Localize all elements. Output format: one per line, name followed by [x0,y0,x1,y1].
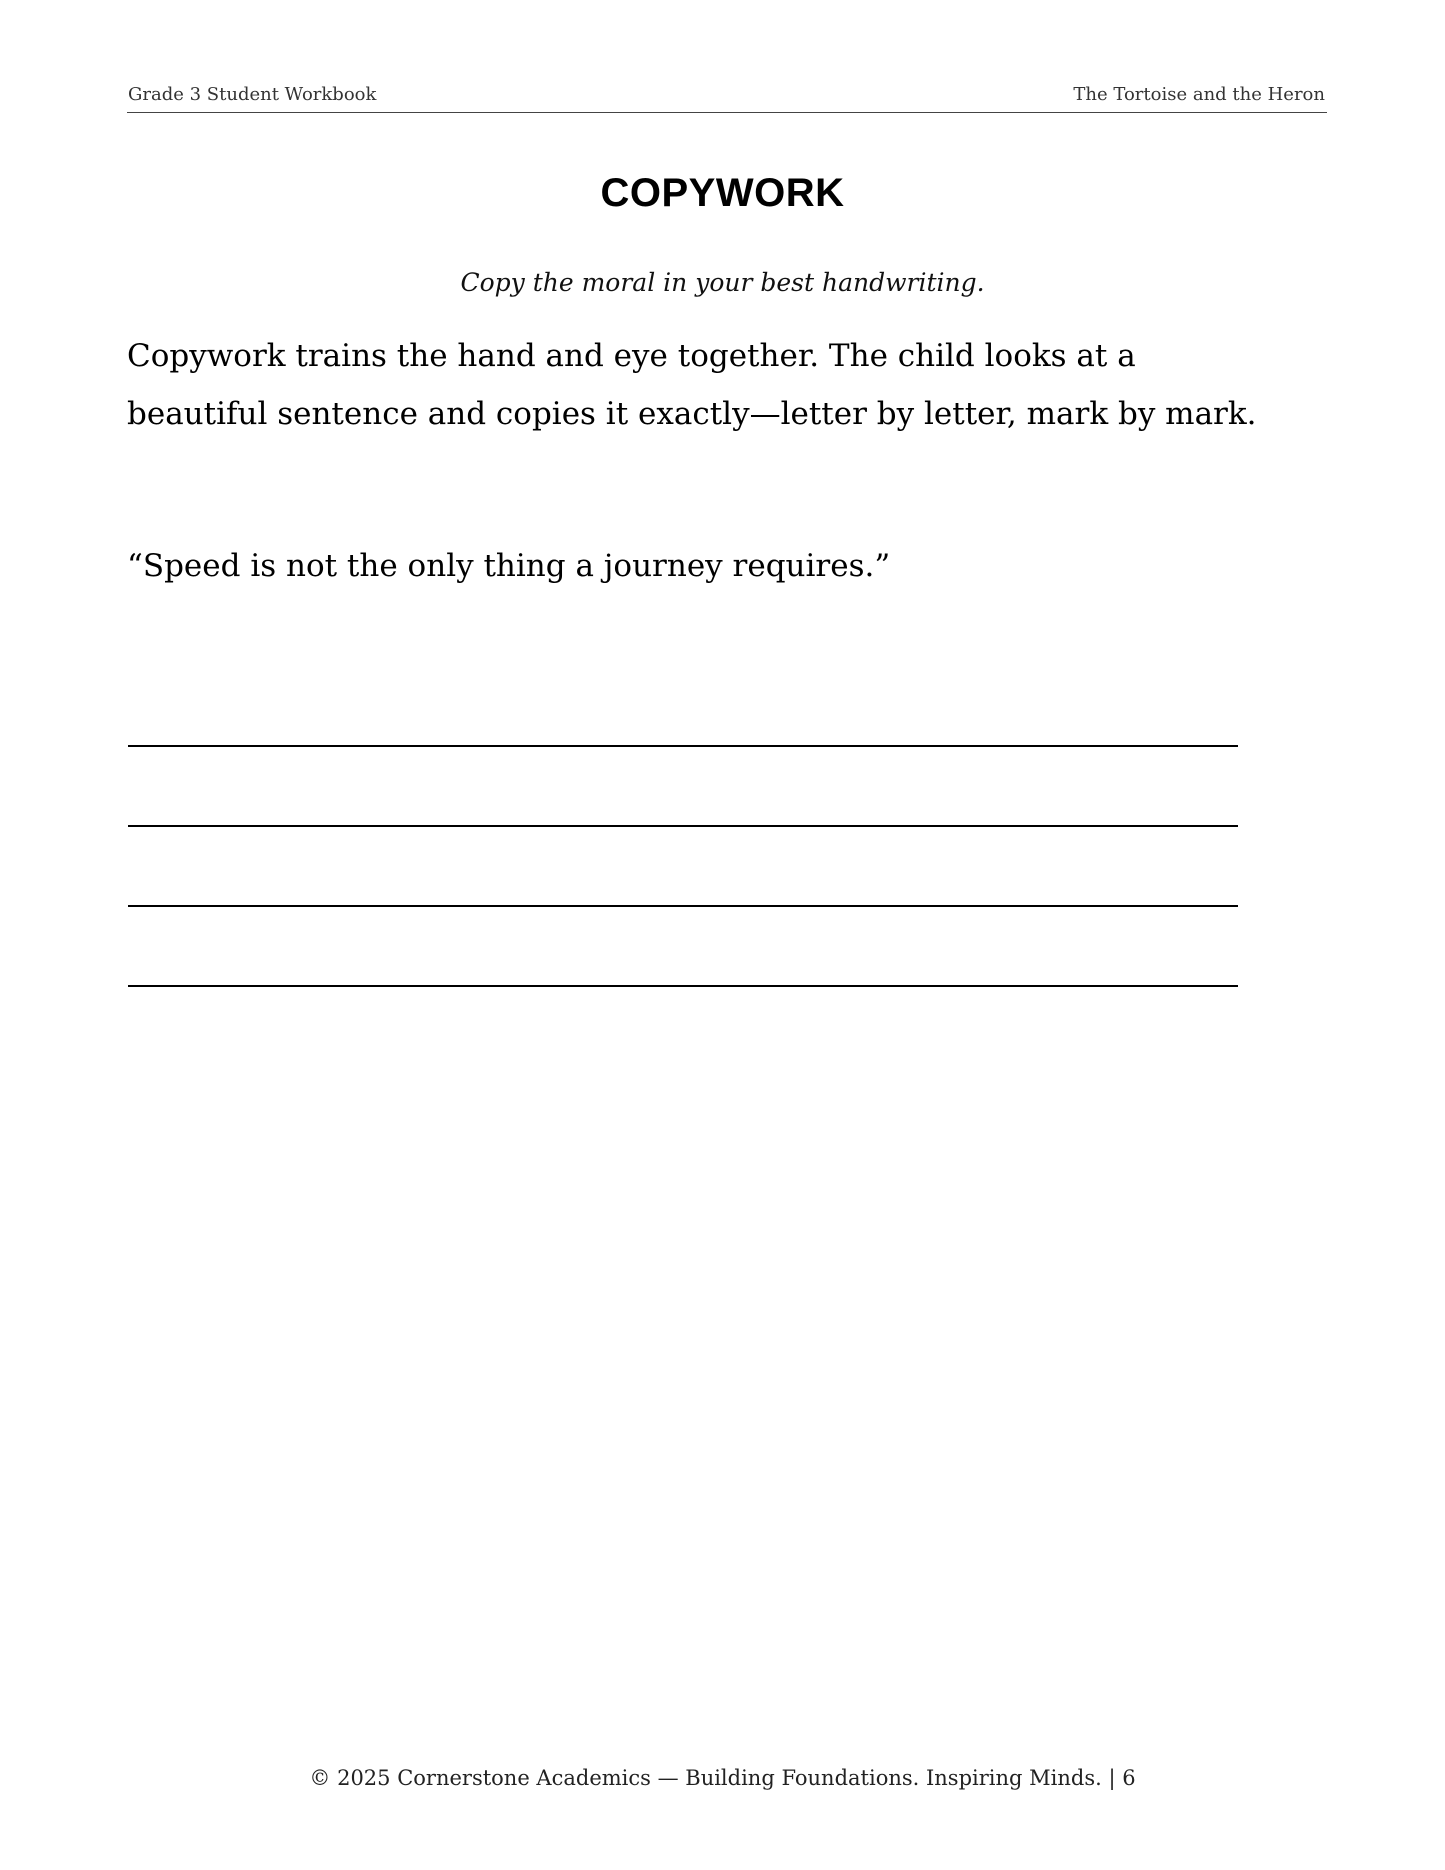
writing-line[interactable] [128,825,1238,827]
page-header [127,82,1327,113]
story-title: The Tortoise and the Heron [1073,84,1325,105]
page-title: COPYWORK [600,171,845,215]
page-footer: © 2025 Cornerstone Academics — Building Foundations. Inspiring Minds. | 6 [309,1766,1136,1790]
moral-quote: “Speed is not the only thing a journey requires.” [127,548,891,584]
intro-paragraph: Copywork trains the hand and eye together. The child looks at a beautiful sentence and copies it exactly—letter by letter, mark by mark. [127,338,1257,432]
instruction-text: Copy the moral in your best handwriting. [460,268,985,297]
workbook-label: Grade 3 Student Workbook [128,84,377,105]
writing-line[interactable] [128,745,1238,747]
writing-line[interactable] [128,905,1238,907]
writing-line[interactable] [128,985,1238,987]
